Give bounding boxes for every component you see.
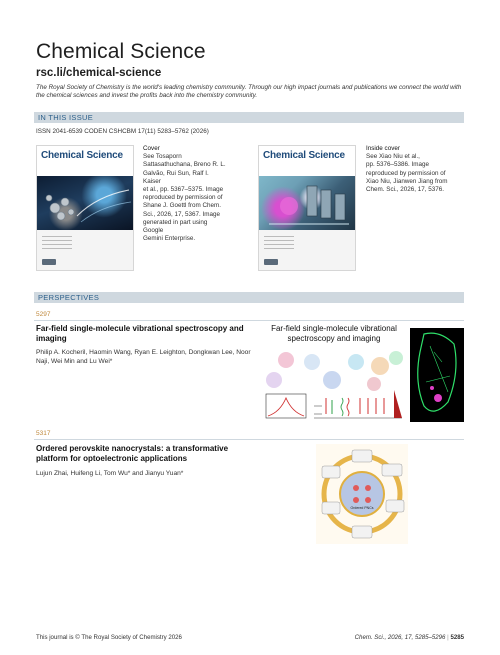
cover-line: Gemini Enterprise.: [143, 235, 196, 243]
journal-title: Chemical Science: [36, 40, 206, 63]
cover-artwork: [37, 176, 133, 230]
in-this-issue-band: [34, 112, 464, 123]
cover-line: Chem. Sci., 2026, 17, 5376.: [366, 186, 445, 194]
cover-heading: Inside cover: [366, 145, 400, 152]
cover-line: reproduced by permission of: [143, 194, 223, 202]
cover-line: et al., pp. 5367–5375. Image: [143, 186, 224, 194]
issn-line: ISSN 2041-6539 CODEN CSHCBM 17(11) 5283–5762 (2026): [36, 128, 209, 135]
journal-url[interactable]: rsc.li/chemical-science: [36, 67, 162, 79]
perspectives-band: [34, 292, 464, 303]
footer-copyright: This journal is © The Royal Society of Chemistry 2026: [36, 634, 182, 641]
article-page-number: 5297: [36, 311, 51, 318]
inside-cover-description: [366, 145, 451, 194]
cover-line: generated in part using Google: [143, 218, 208, 235]
cover-footer: [37, 230, 133, 270]
perspectives-label: PERSPECTIVES: [38, 293, 100, 302]
cover-line: Xiao Niu, Jianwen Jiang from: [366, 177, 448, 185]
cover-line: See Xiao Niu et al.,: [366, 153, 420, 161]
footer-citation-text: Chem. Sci., 2026, 17, 5285–5296: [354, 634, 446, 641]
inside-cover-image[interactable]: [258, 145, 356, 271]
cover-journal-title: Chemical Science: [263, 150, 345, 161]
spectroscopy-illustration: [264, 322, 464, 422]
cover-line: Shane J. Goettl from Chem.: [143, 202, 222, 210]
cover-line: reproduced by permission of: [366, 169, 446, 177]
cover-line: pp. 5376–5386. Image: [366, 161, 430, 169]
toc-graphic-perovskite[interactable]: [316, 444, 408, 544]
cover-heading: Cover: [143, 145, 160, 152]
divider: [34, 320, 464, 321]
article-authors: Lujun Zhai, Huifeng Li, Tom Wu* and Jianyu Yuan*: [36, 470, 184, 477]
footer-citation: Chem. Sci., 2026, 17, 5285–5296 | 5285: [354, 634, 464, 641]
cover-line: Sci., 2026, 17, 5367. Image: [143, 210, 221, 218]
cover-footer: [259, 230, 355, 270]
cover-description: [143, 145, 228, 243]
divider: [34, 439, 464, 440]
perovskite-illustration: [316, 444, 408, 544]
footer-page-number: 5285: [450, 634, 464, 641]
article-authors: Philip A. Kocheril, Haomin Wang, Ryan E. Leighton, Dongkwan Lee, Noor Naji, Wei Min and Lu Wei*: [36, 349, 251, 365]
front-cover-image[interactable]: [36, 145, 134, 271]
graphic-title: Far-field single-molecule vibrational spectroscopy and imaging: [271, 324, 397, 343]
article-title[interactable]: Ordered perovskite nanocrystals: a transformative platform for optoelectronic applications: [36, 444, 229, 463]
article-page-number: 5317: [36, 430, 51, 437]
toc-graphic-spectroscopy[interactable]: [264, 322, 464, 422]
graphic-center-label: Ordered PNCs: [350, 506, 374, 510]
cover-line: Galvão, Rui Sun, Ralf I. Kaiser: [143, 169, 209, 185]
cover-artwork: [259, 176, 355, 230]
cover-line: See Tosaporn: [143, 153, 182, 161]
in-this-issue-label: IN THIS ISSUE: [38, 113, 94, 122]
cover-journal-title: Chemical Science: [41, 150, 123, 161]
journal-tagline: The Royal Society of Chemistry is the world's leading chemistry community. Through our high impact journals and publications we connect the world with the chemical sciences and invest the profits back into the chemistry community.: [36, 84, 462, 100]
cover-line: Sattasathuchana, Breno R. L.: [143, 161, 226, 169]
article-title[interactable]: Far-field single-molecule vibrational spectroscopy and imaging: [36, 324, 244, 343]
